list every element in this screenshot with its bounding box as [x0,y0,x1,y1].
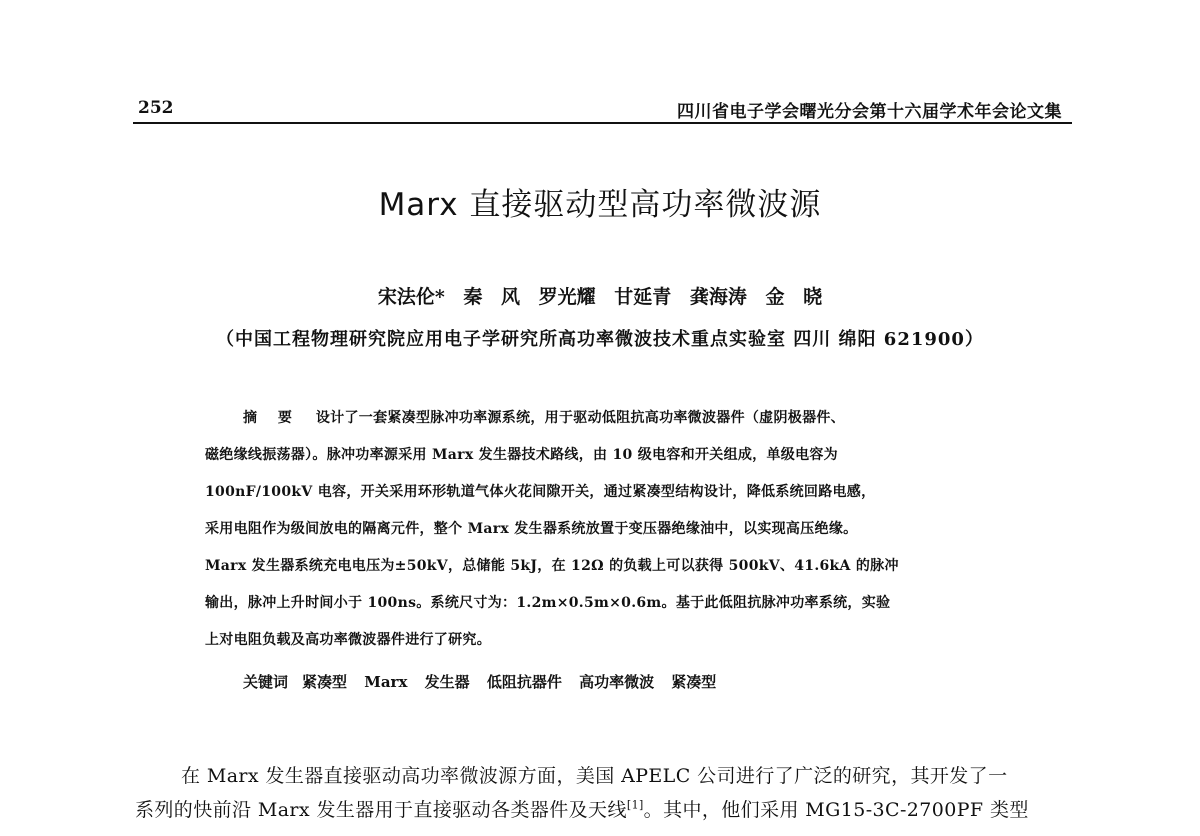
header-rule [133,122,1072,124]
author-list: 宋法伦* 秦 风 罗光耀 甘延青 龚海涛 金 晓 [377,286,823,308]
citation-ref: [1] [626,798,644,812]
affiliation: （中国工程物理研究院应用电子学研究所高功率微波技术重点实验室 四川 绵阳 621900） [216,329,984,350]
keywords-line [243,671,716,692]
paper-title: Marx 直接驱动型高功率微波源 [378,187,822,223]
abstract-line: 上对电阻负载及高功率微波器件进行了研究。 [205,632,491,648]
abstract-line: Marx 发生器系统充电电压为±50kV，总储能 5kJ，在 12Ω 的负载上可以获得 500kV、41.6kA 的脉冲 [205,558,899,574]
body-paragraph-line [135,795,1029,822]
abstract-line: 采用电阻作为级间放电的隔离元件，整个 Marx 发生器系统放置于变压器绝缘油中，以实现高压绝缘。 [205,521,858,537]
abstract-line [243,407,845,427]
abstract-line: 100nF/100kV 电容，开关采用环形轨道气体火花间隙开关，通过紧凑型结构设计，降低系统回路电感， [205,484,876,500]
abstract-text: 设计了一套紧凑型脉冲功率源系统，用于驱动低阻抗高功率微波器件（虚阴极器件、 [315,410,845,426]
keywords-label: 关键词 [243,673,289,691]
body-paragraph-line: 在 Marx 发生器直接驱动高功率微波源方面，美国 APELC 公司进行了广泛的研究，其开发了一 [181,765,1008,787]
body-text: 。其中，他们采用 MG15-3C-2700PF 类型 [643,799,1029,821]
body-text: 系列的快前沿 Marx 发生器用于直接驱动各类器件及天线 [135,799,627,821]
running-header: 四川省电子学会曙光分会第十六届学术年会论文集 [677,102,1062,122]
abstract-line: 磁绝缘线振荡器）。脉冲功率源采用 Marx 发生器技术路线，由 10 级电容和开关组成，单级电容为 [205,447,838,463]
abstract-label: 摘 要 [243,410,300,426]
abstract-line: 输出，脉冲上升时间小于 100ns。系统尺寸为：1.2m×0.5m×0.6m。基于此低阻抗脉冲功率系统，实验 [205,595,891,611]
page-number: 252 [138,98,174,118]
keywords-text: 紧凑型 Marx 发生器 低阻抗器件 高功率微波 紧凑型 [302,673,717,691]
